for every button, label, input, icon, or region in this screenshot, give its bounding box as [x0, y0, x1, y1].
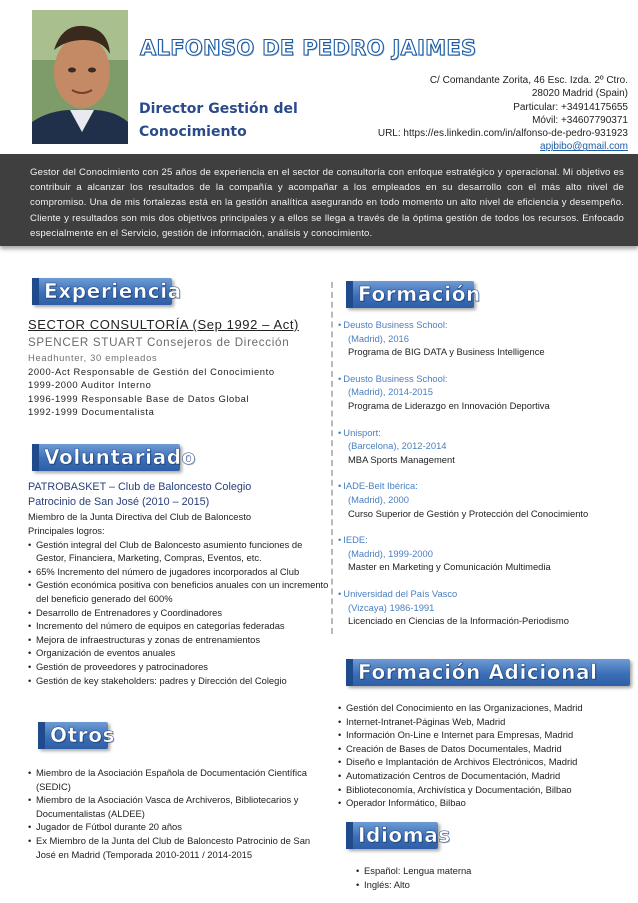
education-school: • Unisport:	[338, 426, 636, 440]
section-title-idiomas: Idiomas	[358, 823, 451, 847]
others-item: • Miembro de la Asociación Española de Documentación Científica (SEDIC)	[28, 766, 330, 793]
section-banner-formacion	[346, 281, 481, 308]
education-place: (Barcelona), 2012-2014	[348, 440, 447, 452]
phone-mobile: Móvil: +34607790371	[532, 114, 628, 126]
achievement-item: • Gestión de key stakeholders: padres y Dirección del Colegio	[28, 674, 330, 688]
education-place: (Madrid), 2000	[348, 493, 409, 505]
education-degree: Licenciado en Ciencias de la Información-Periodismo	[348, 615, 569, 627]
education-item	[338, 533, 636, 574]
achievement-item: • Gestión de proveedores y patrocinadores	[28, 660, 330, 674]
section-title-voluntariado: Voluntariado	[44, 445, 196, 469]
training-item: • Operador Informático, Bilbao	[338, 796, 636, 810]
city-line: 28020 Madrid (Spain)	[531, 88, 628, 100]
training-item: • Creación de Bases de Datos Documentales, Madrid	[338, 742, 636, 756]
education-list	[338, 318, 636, 641]
education-school: • Deusto Business School:	[338, 372, 636, 386]
additional-training-list	[338, 701, 636, 810]
section-banner-otros	[38, 722, 116, 749]
phone-private: Particular: +34914175655	[513, 101, 628, 113]
job-title-line-2: Conocimiento	[139, 124, 247, 140]
candidate-name: ALFONSO DE PEDRO JAIMES	[140, 36, 477, 60]
experience-company: SPENCER STUART Consejeros de Dirección	[28, 336, 290, 349]
language-item: • Español: Lengua materna	[356, 864, 626, 878]
achievement-item: • Desarrollo de Entrenadores y Coordinadores	[28, 606, 330, 620]
profile-summary-band	[0, 154, 638, 246]
profile-summary-text: Gestor del Conocimiento con 25 años de experiencia en el sector de consultoría con enfoque estratégico y operacional. Mi objetivo es contribuir a alcanzar los resultados de la compañía y acompañar a los empleados en su desarrollo con el más alto nivel de compromiso. Una de mis fortalezas está en la gestión analítica asegurando en todo momento un alto nivel de eficiencia y desempeño. Cliente y resultados son mis dos objetivos principales y a ellos se llega a través de la óptima gestión de todos los recursos. Enfocado especialmente en el Servicio, gestión de información, análisis y conocimiento.	[30, 167, 624, 239]
column-divider	[331, 282, 333, 634]
achievement-item: • Organización de eventos anuales	[28, 646, 330, 660]
education-degree: Programa de BIG DATA y Business Intelligence	[348, 346, 545, 358]
email-link[interactable]: apjbibo@gmail.com	[540, 141, 628, 153]
education-school: • Deusto Business School:	[338, 318, 636, 332]
training-item: • Biblioteconomía, Archivística y Documentación, Bilbao	[338, 783, 636, 797]
training-item: • Información On-Line e Internet para Empresas, Madrid	[338, 728, 636, 742]
volunteer-block	[28, 480, 330, 687]
section-banner-formacion-adicional	[346, 659, 630, 686]
education-item	[338, 587, 636, 628]
volunteer-intro-line-1: Miembro de la Junta Directiva del Club de Baloncesto	[28, 511, 252, 523]
achievement-item: • Mejora de infraestructuras y zonas de entrenamientos	[28, 633, 330, 647]
experience-line: 1996-1999 Responsable Base de Datos Global	[28, 392, 250, 404]
section-title-otros: Otros	[50, 723, 116, 747]
portrait-image	[32, 10, 128, 144]
achievement-item: • 65% Incremento del número de jugadores incorporados al Club	[28, 565, 330, 579]
education-place: (Madrid), 1999-2000	[348, 547, 433, 559]
education-place: (Madrid), 2016	[348, 332, 409, 344]
experience-title: SECTOR CONSULTORÍA (Sep 1992 – Act)	[28, 317, 299, 332]
education-degree: Master en Marketing y Comunicación Multimedia	[348, 561, 551, 573]
job-title	[139, 98, 319, 144]
education-place: (Vizcaya) 1986-1991	[348, 601, 435, 613]
education-degree: Curso Superior de Gestión y Protección del Conocimiento	[348, 507, 589, 519]
education-degree: Programa de Liderazgo en Innovación Deportiva	[348, 399, 550, 411]
section-title-formacion: Formación	[358, 282, 481, 306]
achievement-item: • Incremento del número de equipos en categorías federadas	[28, 619, 330, 633]
education-place: (Madrid), 2014-2015	[348, 386, 433, 398]
education-item	[338, 372, 636, 413]
language-item: • Inglés: Alto	[356, 878, 626, 892]
volunteer-title-line-2: Patrocinio de San José (2010 – 2015)	[28, 496, 210, 509]
section-banner-voluntariado	[32, 444, 196, 471]
volunteer-intro-line-2: Principales logros:	[28, 525, 105, 536]
others-item: • Ex Miembro de la Junta del Club de Baloncesto Patrocinio de San José en Madrid (Temporada 2010-2011 / 2014-2015	[28, 834, 330, 861]
section-title-experiencia: Experiencia	[44, 279, 182, 303]
languages-list	[356, 864, 626, 891]
education-school: • IADE-Belt Ibérica:	[338, 479, 636, 493]
volunteer-title-line-1: PATROBASKET – Club de Baloncesto Colegio	[28, 481, 252, 493]
training-item: • Automatización Centros de Documentación, Madrid	[338, 769, 636, 783]
training-item: • Gestión del Conocimiento en las Organizaciones, Madrid	[338, 701, 636, 715]
experience-line: 2000-Act Responsable de Gestión del Conocimiento	[28, 365, 275, 377]
contact-block	[378, 74, 628, 154]
others-item: • Miembro de la Asociación Vasca de Archiveros, Bibliotecarios y Documentalistas (ALDEE)	[28, 793, 330, 820]
section-banner-idiomas	[346, 822, 451, 849]
address-line: C/ Comandante Zorita, 46 Esc. Izda. 2º Ctro.	[429, 75, 628, 86]
others-item: • Jugador de Fútbol durante 20 años	[28, 820, 330, 834]
achievement-item: • Gestión económica positiva con beneficios anuales con un incremento del beneficio generado del 600%	[28, 578, 330, 605]
job-title-line-1: Director Gestión del	[139, 101, 298, 117]
education-item	[338, 479, 636, 520]
experience-subtitle: Headhunter, 30 empleados	[28, 352, 158, 363]
experience-line: 1999-2000 Auditor Interno	[28, 379, 152, 391]
experience-line: 1992-1999 Documentalista	[28, 406, 155, 418]
section-title-formacion-adicional: Formación Adicional	[358, 660, 598, 684]
education-school: • Universidad del País Vasco	[338, 587, 636, 601]
education-item	[338, 426, 636, 467]
linkedin-url[interactable]: URL: https://es.linkedin.com/in/alfonso-de-pedro-931923	[377, 128, 628, 140]
education-degree: MBA Sports Management	[348, 453, 455, 465]
profile-photo	[32, 10, 128, 144]
achievement-item: • Gestión integral del Club de Baloncesto asumiento funciones de Gestor, Financiera, Marketing, Compras, Eventos, etc.	[28, 538, 330, 565]
training-item: • Internet-Intranet-Páginas Web, Madrid	[338, 715, 636, 729]
education-item	[338, 318, 636, 359]
experience-block	[28, 316, 328, 419]
section-banner-experiencia	[32, 278, 182, 305]
education-school: • IEDE:	[338, 533, 636, 547]
training-item: • Diseño e Implantación de Archivos Electrónicos, Madrid	[338, 755, 636, 769]
others-block	[28, 766, 330, 861]
